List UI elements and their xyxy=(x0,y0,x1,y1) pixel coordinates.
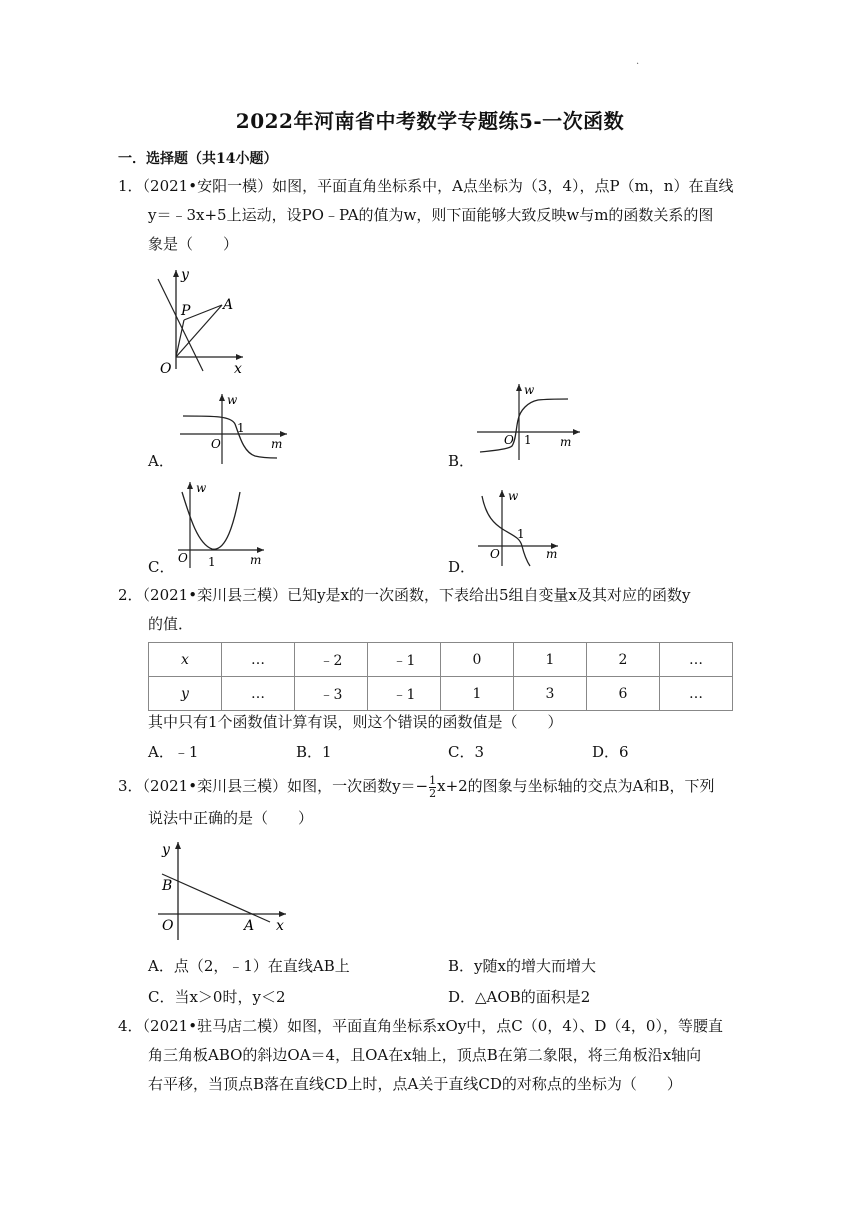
q4-line1: 4．（2021•驻马店二模）如图，平面直角坐标系xOy中，点C（0，4）、D（4，0），等腰直 xyxy=(118,1017,723,1035)
q1-c-o-label: O xyxy=(178,551,188,565)
q4-line2: 角三角板ABO的斜边OA＝4，且OA在x轴上，顶点B在第二象限，将三角板沿x轴向 xyxy=(148,1046,702,1064)
q1-option-c: C． xyxy=(148,558,175,576)
q1-b-one-label: 1 xyxy=(524,433,532,447)
table-cell: 1 xyxy=(514,643,587,677)
q1-b-w-label: w xyxy=(524,383,535,397)
q1-line3: 象是（ ） xyxy=(148,235,239,253)
q1-line1: 1．（2021•安阳一模）如图，平面直角坐标系中，A点坐标为（3，4），点P（m，n）在直线 xyxy=(118,177,734,195)
q1-b-o-label: O xyxy=(504,433,514,447)
q1-b-m-label: m xyxy=(560,435,572,449)
q1-line2: y＝﹣3x+5上运动，设PO﹣PA的值为w，则下面能够大致反映w与m的函数关系的图 xyxy=(148,206,714,224)
q3-fig-a-label: A xyxy=(244,918,255,934)
q1-a-one-label: 1 xyxy=(237,421,245,435)
q1-option-b: B． xyxy=(448,452,475,470)
q1-fig-a-label: A xyxy=(223,297,234,313)
q3-fig-x-label: x xyxy=(276,918,284,934)
table-cell: … xyxy=(222,677,295,711)
q2-option-b: B．1 xyxy=(296,743,332,761)
q1-d-w-label: w xyxy=(508,489,519,503)
q2-option-a: A．﹣1 xyxy=(148,743,199,761)
q1-d-m-label: m xyxy=(546,547,558,561)
table-cell: 0 xyxy=(441,643,514,677)
q3-option-a: A．点（2，﹣1）在直线AB上 xyxy=(148,957,350,975)
q1-a-m-label: m xyxy=(271,437,283,451)
q4-line3: 右平移，当顶点B落在直线CD上时，点A关于直线CD的对称点的坐标为（ ） xyxy=(148,1075,682,1093)
q3-fig-o-label: O xyxy=(162,918,174,934)
q3-fraction xyxy=(429,775,436,800)
table-cell: … xyxy=(222,643,295,677)
q2-line3: 其中只有1个函数值计算有误，则这个错误的函数值是（ ） xyxy=(148,713,563,731)
q1-a-w-label: w xyxy=(227,393,238,407)
table-cell: ﹣1 xyxy=(368,677,441,711)
table-cell: ﹣1 xyxy=(368,643,441,677)
q3-option-d: D．△AOB的面积是2 xyxy=(448,988,591,1006)
q2-line1: 2．（2021•栾川县三模）已知y是x的一次函数，下表给出5组自变量x及其对应的函数y xyxy=(118,586,691,604)
q1-c-m-label: m xyxy=(250,553,262,567)
q1-option-d-graph xyxy=(472,486,562,568)
q1-d-o-label: O xyxy=(490,547,500,561)
q3-fraction-numerator: 1 xyxy=(429,773,437,787)
table-cell: ﹣2 xyxy=(295,643,368,677)
q2-values-table xyxy=(148,642,733,711)
q1-fig-x-label: x xyxy=(234,361,242,377)
table-cell: 1 xyxy=(441,677,514,711)
table-row-x xyxy=(149,643,733,677)
q1-option-a-graph xyxy=(175,390,290,466)
page-title: 2022年河南省中考数学专题练5-一次函数 xyxy=(235,109,625,133)
q3-fig-y-label: y xyxy=(162,842,170,858)
q1-figure xyxy=(148,265,248,377)
q3-option-c: C．当x＞0时，y＜2 xyxy=(148,988,286,1006)
q3-figure xyxy=(148,838,288,944)
q1-c-one-label: 1 xyxy=(208,555,216,569)
table-cell: ﹣3 xyxy=(295,677,368,711)
q3-line1-end: x+2的图象与坐标轴的交点为A和B，下列 xyxy=(437,777,715,795)
table-cell: x xyxy=(149,643,222,677)
q3-fraction-denominator: 2 xyxy=(429,786,437,800)
q1-fig-p-label: P xyxy=(181,303,191,319)
q1-option-a: A． xyxy=(148,452,174,470)
q3-option-b: B．y随x的增大而增大 xyxy=(448,957,596,975)
q1-option-d: D． xyxy=(448,558,476,576)
q3-line1 xyxy=(118,772,715,801)
section-heading: 一．选择题（共14小题） xyxy=(118,151,278,167)
table-cell: … xyxy=(660,677,733,711)
table-cell: 2 xyxy=(587,643,660,677)
q3-line1-start: 3．（2021•栾川县三模）如图，一次函数y＝− xyxy=(118,777,429,795)
q1-a-o-label: O xyxy=(211,437,221,451)
q1-c-w-label: w xyxy=(196,481,207,495)
table-row-y xyxy=(149,677,733,711)
q1-fig-o-label: O xyxy=(160,361,172,377)
q2-option-c: C．3 xyxy=(448,743,485,761)
q1-d-one-label: 1 xyxy=(517,527,525,541)
q1-option-b-graph xyxy=(472,380,582,462)
q3-line2: 说法中正确的是（ ） xyxy=(148,809,314,827)
table-cell: y xyxy=(149,677,222,711)
q1-option-c-graph xyxy=(172,478,267,570)
q1-fig-y-label: y xyxy=(181,267,189,283)
q2-option-d: D．6 xyxy=(592,743,629,761)
table-cell: … xyxy=(660,643,733,677)
table-cell: 3 xyxy=(514,677,587,711)
q2-line2: 的值． xyxy=(148,615,194,633)
q3-fig-b-label: B xyxy=(162,878,173,894)
table-cell: 6 xyxy=(587,677,660,711)
header-dot: . xyxy=(636,56,640,67)
